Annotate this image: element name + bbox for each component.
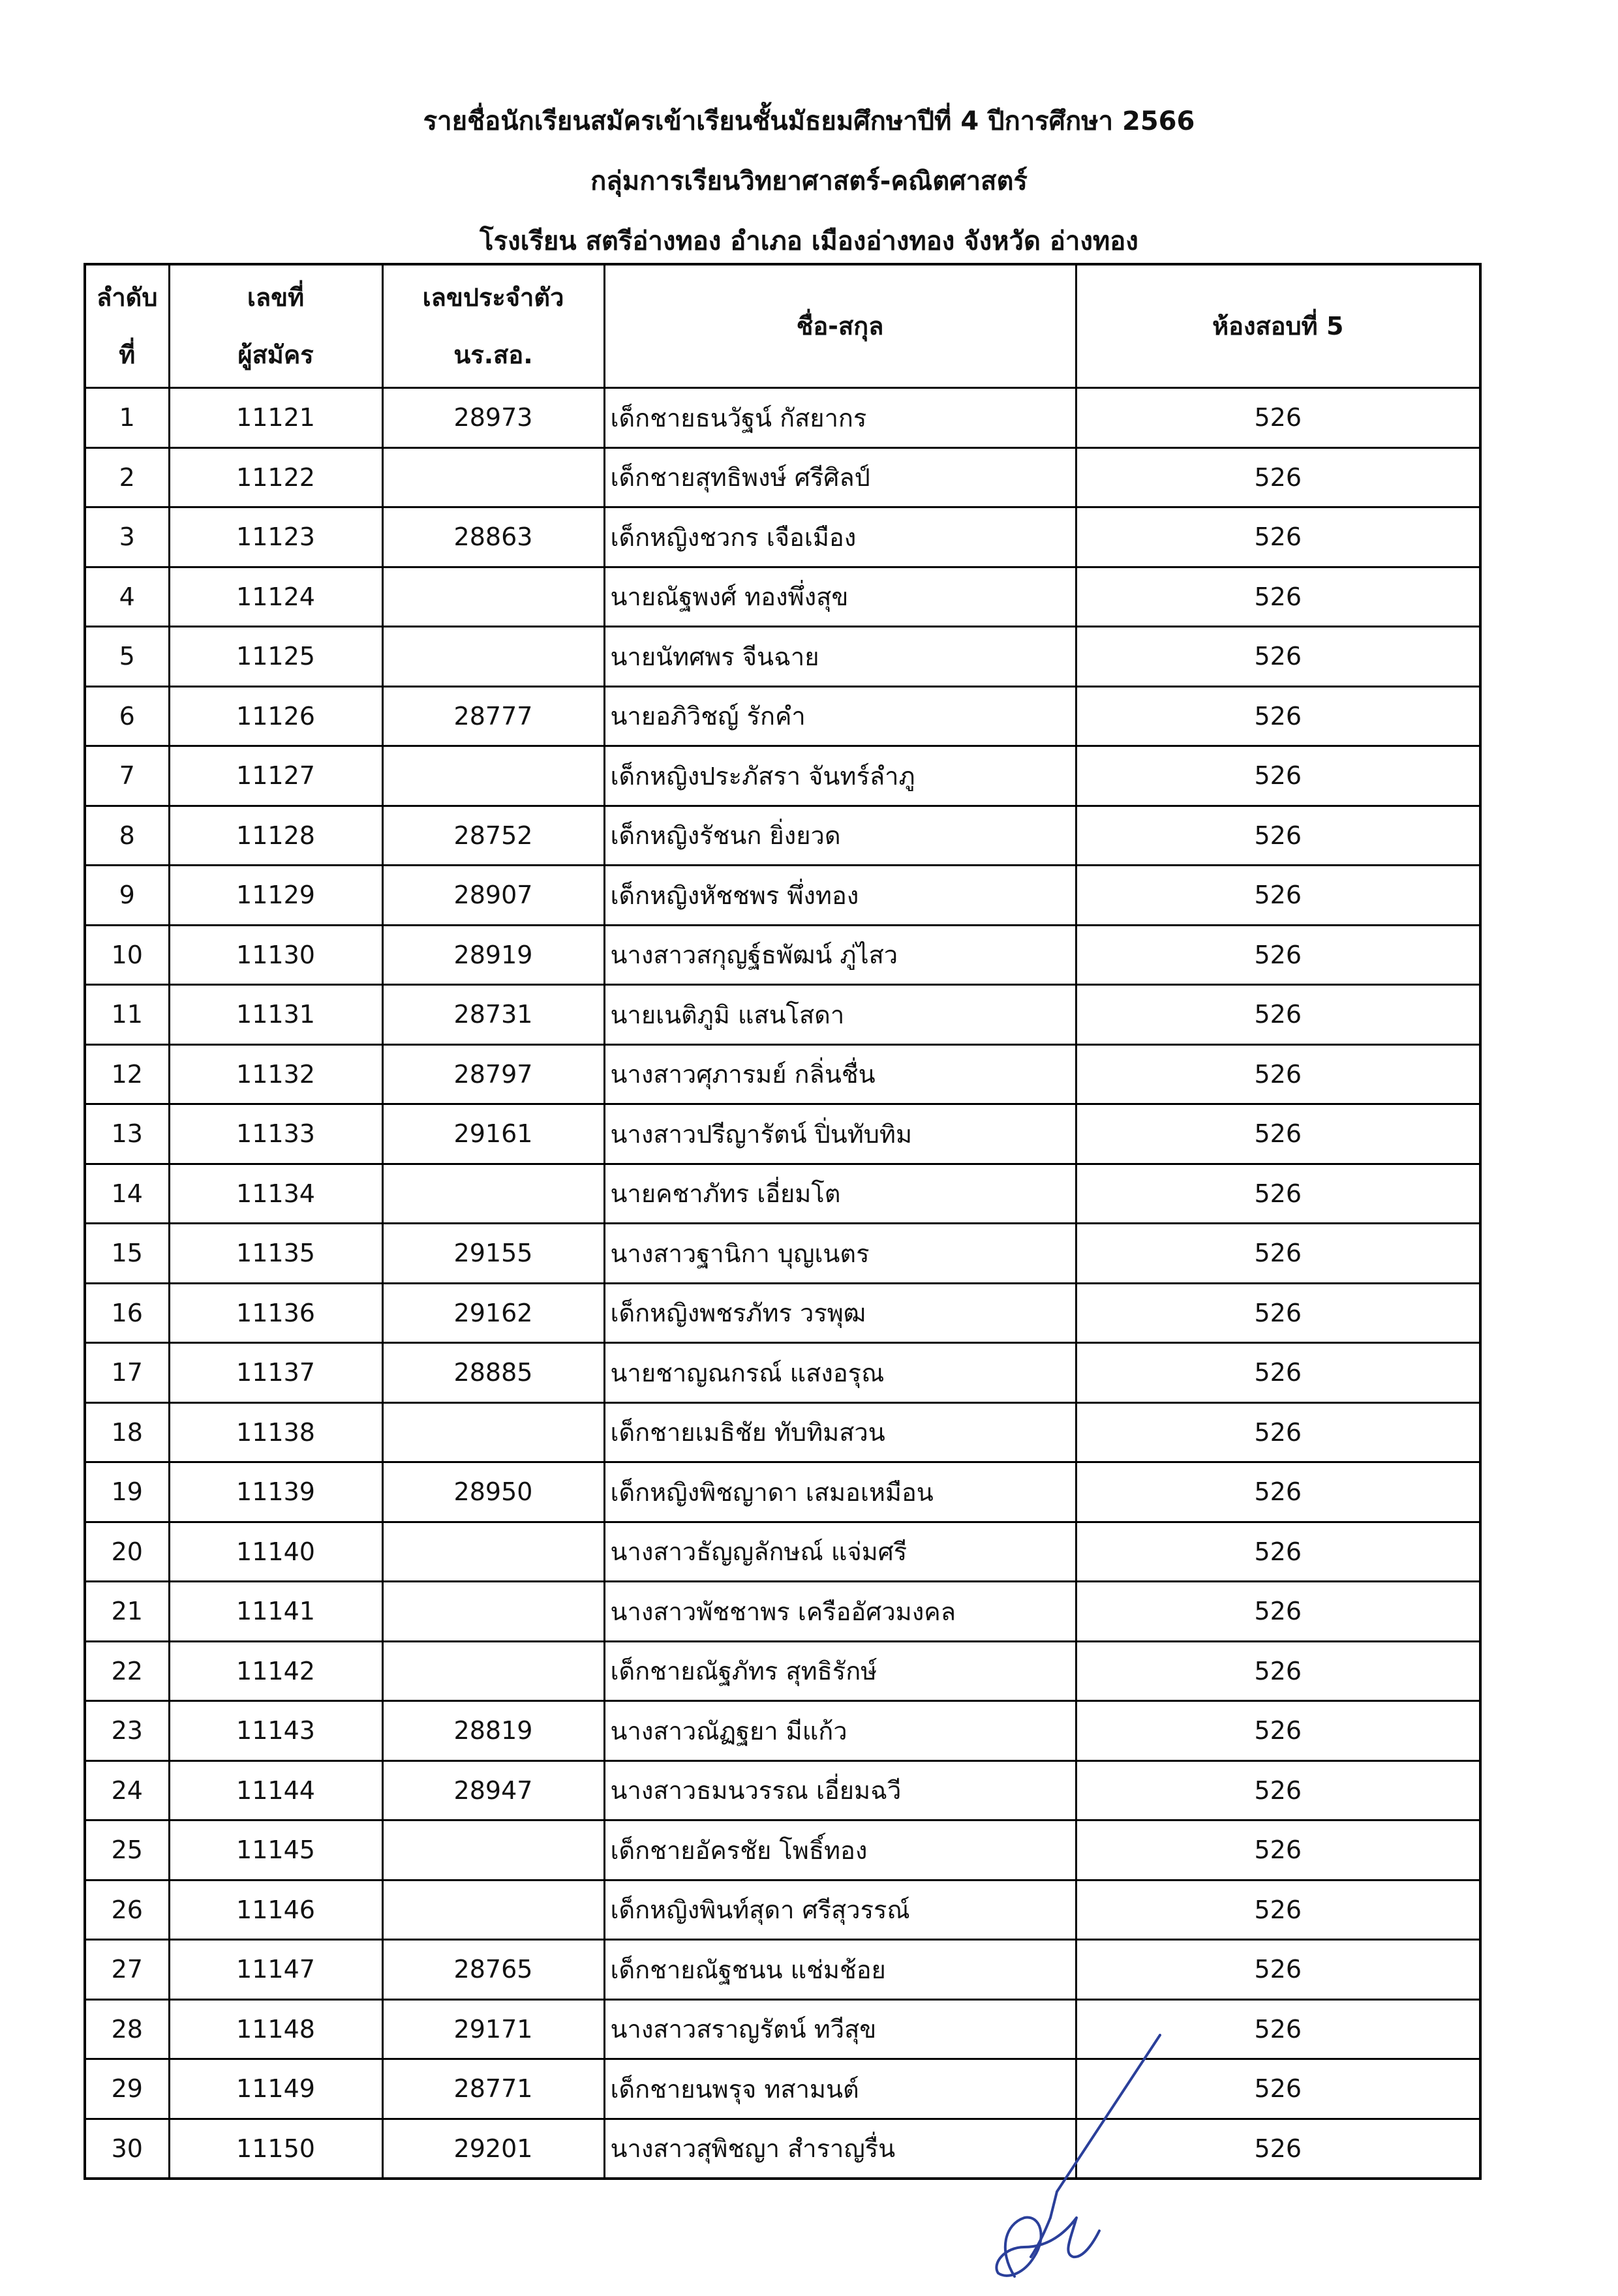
cell-student-id: 28907: [382, 866, 604, 926]
cell-room: 526: [1076, 1343, 1480, 1403]
cell-student-id: [382, 567, 604, 627]
cell-room: 526: [1076, 1760, 1480, 1820]
cell-applicant-no: 11138: [169, 1402, 382, 1462]
cell-name: นายชาญณกรณ์ แสงอรุณ: [604, 1343, 1076, 1403]
table-row: [85, 388, 1480, 448]
cell-applicant-no: 11135: [169, 1224, 382, 1284]
cell-room: 526: [1076, 1582, 1480, 1642]
col-header-order-line2: ที่: [119, 340, 136, 369]
cell-applicant-no: 11139: [169, 1462, 382, 1522]
cell-applicant-no: 11145: [169, 1820, 382, 1881]
cell-room: 526: [1076, 1224, 1480, 1284]
cell-name: นายนัทศพร จีนฉาย: [604, 627, 1076, 687]
cell-applicant-no: 11143: [169, 1701, 382, 1761]
cell-applicant-no: 11127: [169, 746, 382, 806]
cell-name: นางสาวสุพิชญา สำราญรื่น: [604, 2119, 1076, 2179]
cell-order: 8: [85, 806, 169, 866]
cell-order: 11: [85, 985, 169, 1045]
cell-order: 9: [85, 866, 169, 926]
cell-name: เด็กชายนพรุจ ทสามนต์: [604, 2059, 1076, 2119]
col-header-order: [85, 264, 169, 388]
cell-room: 526: [1076, 1701, 1480, 1761]
cell-student-id: 28973: [382, 388, 604, 448]
table-row: [85, 985, 1480, 1045]
col-header-student-id: [382, 264, 604, 388]
cell-student-id: 28950: [382, 1462, 604, 1522]
cell-name: เด็กหญิงชวกร เจือเมือง: [604, 507, 1076, 567]
table-row: [85, 1343, 1480, 1403]
cell-applicant-no: 11149: [169, 2059, 382, 2119]
cell-student-id: 29201: [382, 2119, 604, 2179]
school-location: โรงเรียน สตรีอ่างทอง อำเภอ เมืองอ่างทอง จังหวัด อ่างทอง: [480, 226, 1138, 256]
cell-name: นางสาวณัฏฐยา มีแก้ว: [604, 1701, 1076, 1761]
cell-student-id: [382, 1820, 604, 1881]
cell-applicant-no: 11144: [169, 1760, 382, 1820]
cell-name: เด็กหญิงประภัสรา จันทร์ลำภู: [604, 746, 1076, 806]
cell-applicant-no: 11133: [169, 1104, 382, 1164]
cell-room: 526: [1076, 1641, 1480, 1701]
cell-name: นางสาวปรีญารัตน์ ปิ่นทับทิม: [604, 1104, 1076, 1164]
cell-order: 16: [85, 1283, 169, 1343]
cell-student-id: 28919: [382, 925, 604, 985]
cell-student-id: 29161: [382, 1104, 604, 1164]
cell-room: 526: [1076, 925, 1480, 985]
cell-room: 526: [1076, 567, 1480, 627]
cell-student-id: 28731: [382, 985, 604, 1045]
table-row: [85, 1462, 1480, 1522]
cell-name: นายเนติภูมิ แสนโสดา: [604, 985, 1076, 1045]
cell-applicant-no: 11123: [169, 507, 382, 567]
cell-applicant-no: 11137: [169, 1343, 382, 1403]
signature-icon: [953, 2022, 1161, 2296]
cell-name: นายอภิวิชญ์ รักคำ: [604, 686, 1076, 746]
cell-student-id: [382, 1402, 604, 1462]
table-row: [85, 2059, 1480, 2119]
cell-student-id: 29155: [382, 1224, 604, 1284]
cell-order: 21: [85, 1582, 169, 1642]
cell-order: 24: [85, 1760, 169, 1820]
cell-name: เด็กหญิงพชรภัทร วรพุฒ: [604, 1283, 1076, 1343]
cell-name: นางสาวธมนวรรณ เอี่ยมฉวี: [604, 1760, 1076, 1820]
cell-order: 13: [85, 1104, 169, 1164]
cell-applicant-no: 11150: [169, 2119, 382, 2179]
cell-student-id: 28752: [382, 806, 604, 866]
cell-name: เด็กชายอัครชัย โพธิ์ทอง: [604, 1820, 1076, 1881]
cell-order: 29: [85, 2059, 169, 2119]
cell-name: เด็กชายณัฐชนน แช่มช้อย: [604, 1940, 1076, 2000]
cell-order: 20: [85, 1522, 169, 1582]
table-row: [85, 1760, 1480, 1820]
table-header-row: [85, 264, 1480, 388]
cell-room: 526: [1076, 1283, 1480, 1343]
table-row: [85, 1701, 1480, 1761]
table-row: [85, 1402, 1480, 1462]
cell-order: 23: [85, 1701, 169, 1761]
cell-room: 526: [1076, 1940, 1480, 2000]
cell-name: เด็กชายธนวัฐน์ กัสยากร: [604, 388, 1076, 448]
cell-applicant-no: 11130: [169, 925, 382, 985]
cell-student-id: 28863: [382, 507, 604, 567]
document-title: รายชื่อนักเรียนสมัครเข้าเรียนชั้นมัธยมศึกษาปีที่ 4 ปีการศึกษา 2566: [423, 106, 1195, 136]
cell-student-id: 28819: [382, 1701, 604, 1761]
cell-room: 526: [1076, 1522, 1480, 1582]
cell-room: 526: [1076, 1044, 1480, 1104]
table-row: [85, 746, 1480, 806]
col-header-student-line1: เลขประจำตัว: [422, 283, 564, 312]
table-row: [85, 686, 1480, 746]
cell-name: เด็กหญิงหัชชพร พึ่งทอง: [604, 866, 1076, 926]
cell-room: 526: [1076, 1880, 1480, 1940]
cell-order: 6: [85, 686, 169, 746]
cell-room: 526: [1076, 1104, 1480, 1164]
cell-name: นายคชาภัทร เอี่ยมโต: [604, 1164, 1076, 1224]
cell-order: 28: [85, 1999, 169, 2059]
cell-student-id: [382, 1641, 604, 1701]
table-row: [85, 1104, 1480, 1164]
cell-applicant-no: 11136: [169, 1283, 382, 1343]
cell-order: 5: [85, 627, 169, 687]
table-row: [85, 1641, 1480, 1701]
table-row: [85, 925, 1480, 985]
cell-student-id: 28947: [382, 1760, 604, 1820]
cell-order: 30: [85, 2119, 169, 2179]
cell-order: 22: [85, 1641, 169, 1701]
cell-room: 526: [1076, 627, 1480, 687]
cell-order: 12: [85, 1044, 169, 1104]
cell-name: นางสาวสราญรัตน์ ทวีสุข: [604, 1999, 1076, 2059]
cell-room: 526: [1076, 1820, 1480, 1881]
cell-applicant-no: 11147: [169, 1940, 382, 2000]
cell-applicant-no: 11121: [169, 388, 382, 448]
cell-room: 526: [1076, 2059, 1480, 2119]
table-row: [85, 507, 1480, 567]
applicant-table: [84, 263, 1482, 2180]
col-header-applicant: [169, 264, 382, 388]
table-row: [85, 1224, 1480, 1284]
cell-name: นางสาวธัญญลักษณ์ แจ่มศรี: [604, 1522, 1076, 1582]
cell-order: 15: [85, 1224, 169, 1284]
cell-student-id: [382, 746, 604, 806]
cell-name: เด็กชายสุทธิพงษ์ ศรีศิลป์: [604, 447, 1076, 507]
cell-room: 526: [1076, 1164, 1480, 1224]
col-header-name: ชื่อ-สกุล: [604, 264, 1076, 388]
cell-student-id: [382, 1522, 604, 1582]
cell-room: 526: [1076, 686, 1480, 746]
cell-applicant-no: 11134: [169, 1164, 382, 1224]
cell-room: 526: [1076, 388, 1480, 448]
cell-applicant-no: 11148: [169, 1999, 382, 2059]
cell-room: 526: [1076, 746, 1480, 806]
table-row: [85, 2119, 1480, 2179]
table-row: [85, 806, 1480, 866]
cell-student-id: [382, 447, 604, 507]
table-body: [85, 388, 1480, 2179]
col-header-applicant-line1: เลขที่: [247, 283, 305, 312]
cell-student-id: [382, 627, 604, 687]
col-header-applicant-line2: ผู้สมัคร: [237, 340, 314, 369]
cell-order: 25: [85, 1820, 169, 1881]
cell-name: เด็กชายณัฐภัทร สุทธิรักษ์: [604, 1641, 1076, 1701]
table-row: [85, 1582, 1480, 1642]
cell-order: 7: [85, 746, 169, 806]
program-title: กลุ่มการเรียนวิทยาศาสตร์-คณิตศาสตร์: [590, 166, 1028, 196]
cell-student-id: 29162: [382, 1283, 604, 1343]
table-row: [85, 1044, 1480, 1104]
cell-order: 3: [85, 507, 169, 567]
cell-name: นางสาวพัชชาพร เครืออัศวมงคล: [604, 1582, 1076, 1642]
cell-room: 526: [1076, 1462, 1480, 1522]
cell-room: 526: [1076, 1999, 1480, 2059]
cell-room: 526: [1076, 866, 1480, 926]
col-header-order-line1: ลำดับ: [97, 283, 158, 312]
table-row: [85, 866, 1480, 926]
cell-student-id: 29171: [382, 1999, 604, 2059]
cell-student-id: [382, 1164, 604, 1224]
cell-student-id: [382, 1582, 604, 1642]
cell-student-id: 28885: [382, 1343, 604, 1403]
cell-student-id: 28771: [382, 2059, 604, 2119]
cell-order: 19: [85, 1462, 169, 1522]
cell-applicant-no: 11131: [169, 985, 382, 1045]
cell-room: 526: [1076, 447, 1480, 507]
cell-applicant-no: 11132: [169, 1044, 382, 1104]
cell-name: นางสาวฐานิกา บุญเนตร: [604, 1224, 1076, 1284]
cell-order: 1: [85, 388, 169, 448]
col-header-room: ห้องสอบที่ 5: [1076, 264, 1480, 388]
cell-room: 526: [1076, 507, 1480, 567]
cell-room: 526: [1076, 1402, 1480, 1462]
cell-applicant-no: 11126: [169, 686, 382, 746]
cell-name: นางสาวสกุญฐ์ธพัฒน์ ภู่ไสว: [604, 925, 1076, 985]
cell-name: นางสาวศุภารมย์ กลิ่นชื่น: [604, 1044, 1076, 1104]
table-row: [85, 567, 1480, 627]
document-header: [0, 91, 1618, 271]
table-row: [85, 1999, 1480, 2059]
cell-name: นายณัฐพงศ์ ทองพึ่งสุข: [604, 567, 1076, 627]
cell-room: 526: [1076, 2119, 1480, 2179]
cell-student-id: 28765: [382, 1940, 604, 2000]
table-row: [85, 1522, 1480, 1582]
cell-applicant-no: 11146: [169, 1880, 382, 1940]
cell-order: 10: [85, 925, 169, 985]
table-row: [85, 1820, 1480, 1881]
cell-applicant-no: 11142: [169, 1641, 382, 1701]
cell-student-id: 28797: [382, 1044, 604, 1104]
table-row: [85, 1880, 1480, 1940]
cell-room: 526: [1076, 985, 1480, 1045]
cell-applicant-no: 11122: [169, 447, 382, 507]
cell-student-id: 28777: [382, 686, 604, 746]
cell-room: 526: [1076, 806, 1480, 866]
cell-name: เด็กหญิงรัชนก ยิ่งยวด: [604, 806, 1076, 866]
cell-order: 17: [85, 1343, 169, 1403]
table-row: [85, 627, 1480, 687]
cell-order: 26: [85, 1880, 169, 1940]
cell-student-id: [382, 1880, 604, 1940]
table-row: [85, 447, 1480, 507]
cell-order: 4: [85, 567, 169, 627]
cell-applicant-no: 11125: [169, 627, 382, 687]
cell-order: 14: [85, 1164, 169, 1224]
cell-applicant-no: 11124: [169, 567, 382, 627]
cell-name: เด็กชายเมธิชัย ทับทิมสวน: [604, 1402, 1076, 1462]
cell-applicant-no: 11140: [169, 1522, 382, 1582]
cell-applicant-no: 11129: [169, 866, 382, 926]
cell-name: เด็กหญิงพินท์สุดา ศรีสุวรรณ์: [604, 1880, 1076, 1940]
cell-applicant-no: 11141: [169, 1582, 382, 1642]
table-row: [85, 1283, 1480, 1343]
cell-order: 2: [85, 447, 169, 507]
cell-name: เด็กหญิงพิชญาดา เสมอเหมือน: [604, 1462, 1076, 1522]
cell-applicant-no: 11128: [169, 806, 382, 866]
cell-order: 18: [85, 1402, 169, 1462]
table-row: [85, 1164, 1480, 1224]
table-row: [85, 1940, 1480, 2000]
col-header-student-line2: นร.สอ.: [453, 340, 533, 369]
cell-order: 27: [85, 1940, 169, 2000]
